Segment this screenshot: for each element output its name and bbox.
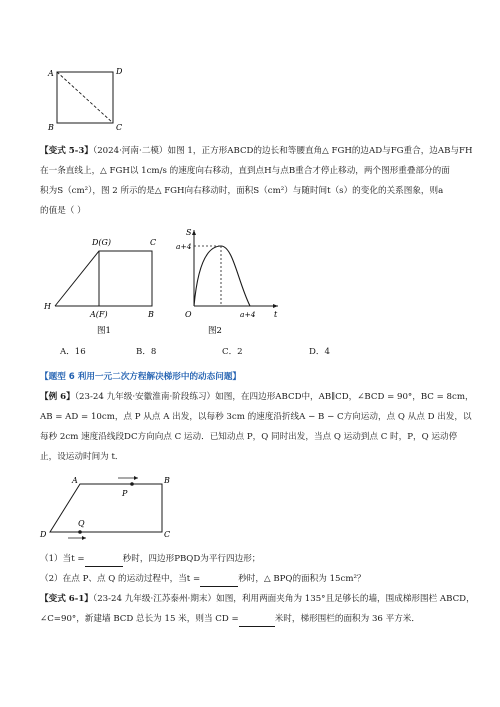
label-A: A (48, 69, 54, 78)
label-AF: A(F) (90, 310, 108, 319)
xtick-a4: a+4 (240, 310, 256, 319)
label-C: C (116, 123, 123, 132)
origin-O: O (185, 310, 192, 319)
example-6-tag: 【例 6】 (40, 392, 75, 402)
square-figure (40, 62, 130, 132)
label-DG: D(G) (92, 238, 112, 247)
answer-blank-1[interactable] (85, 553, 123, 567)
variant-5-3-line3: 积为S（cm²），图 2 所示的是△ FGH向右移动时，面积S（cm²）与随时间t（s）的变化的关系图象，则a (40, 186, 444, 196)
label-B: B (148, 310, 154, 319)
ytick-a4: a+4 (176, 242, 192, 251)
label-D: D (40, 530, 47, 539)
question-2-pre: （2）在点 P、点 Q 的运动过程中，当t = (40, 574, 201, 584)
option-c: C．2 (222, 347, 243, 357)
option-b: B．8 (136, 347, 157, 357)
section-heading-6: 【题型 6 利用一元二次方程解决梯形中的动态问题】 (40, 372, 242, 382)
label-D: D (116, 67, 123, 76)
variant-5-3-text1: （2024·河南·二模）如图 1，正方形ABCD的边长和等腰直角△ FGH的边AD与FG重合，边AB与FH (92, 146, 473, 156)
figure-2-graph (178, 222, 288, 340)
figure-1-caption: 图1 (97, 326, 111, 336)
trapezoid-figure (40, 470, 175, 548)
label-Q: Q (78, 519, 85, 528)
figure-2-caption: 图2 (208, 326, 222, 336)
label-B: B (48, 123, 54, 132)
example-6-text1: （23-24 九年级·安徽淮南·阶段练习）如图，在四边形ABCD中，AB∥CD，∠BCD = 90°，BC = 8cm， (74, 392, 474, 402)
label-C: C (164, 530, 171, 539)
question-2-post: 秒时，△ BPQ的面积为 15cm²？ (238, 574, 366, 584)
variant-6-1-tag: 【变式 6-1】 (40, 594, 93, 604)
label-C: C (150, 238, 157, 247)
option-a: A．16 (60, 347, 86, 357)
variant-6-1-post: 米时，梯形围栏的面积为 36 平方米． (274, 614, 420, 624)
label-A: A (72, 476, 78, 485)
variant-5-3-line2: 在一条直线上，△ FGH以 1cm/s 的速度向右移动，直到点H与点B重合才停止移动，两个图形重叠部分的面 (40, 166, 450, 176)
label-H: H (44, 302, 51, 311)
variant-5-3-tag: 【变式 5-3】 (40, 146, 93, 156)
axis-S: S (186, 228, 192, 237)
label-P: P (122, 489, 128, 498)
variant-6-1-text1: （23-24 九年级·江苏泰州·期末）如图，利用两面夹角为 135°且足够长的墙，围成梯形围栏 ABCD， (92, 594, 475, 604)
example-6-line2: AB = AD = 10cm，点 P 从点 A 出发，以每秒 3cm 的速度沿折线A − B − C方向运动，点 Q 从点 D 出发，以 (40, 412, 472, 422)
answer-blank-2[interactable] (200, 573, 238, 587)
variant-5-3-line1 (40, 145, 472, 158)
axis-t: t (274, 310, 278, 319)
example-6-line3: 每秒 2cm 速度沿线段DC方向向点 C 运动．已知动点 P，Q 同时出发，当点 Q 运动到点 C 时，P，Q 运动停 (40, 432, 458, 442)
variant-6-1-line1 (40, 593, 475, 606)
question-1 (40, 553, 260, 567)
variant-5-3-line4: 的值是（ ） (40, 206, 86, 216)
example-6-line1 (40, 391, 474, 404)
variant-6-1-line2 (40, 613, 420, 627)
example-6-line4: 止，设运动时间为 t． (40, 452, 124, 462)
answer-blank-3[interactable] (239, 613, 275, 627)
question-1-post: 秒时，四边形PBQD为平行四边形； (122, 554, 261, 564)
label-B: B (164, 476, 170, 485)
figure-1 (40, 232, 175, 340)
question-2 (40, 573, 366, 587)
question-1-pre: （1）当t = (40, 554, 85, 564)
option-d: D．4 (309, 347, 330, 357)
variant-6-1-pre: ∠C=90°，新建墙 BCD 总长为 15 米，则当 CD = (40, 614, 239, 624)
